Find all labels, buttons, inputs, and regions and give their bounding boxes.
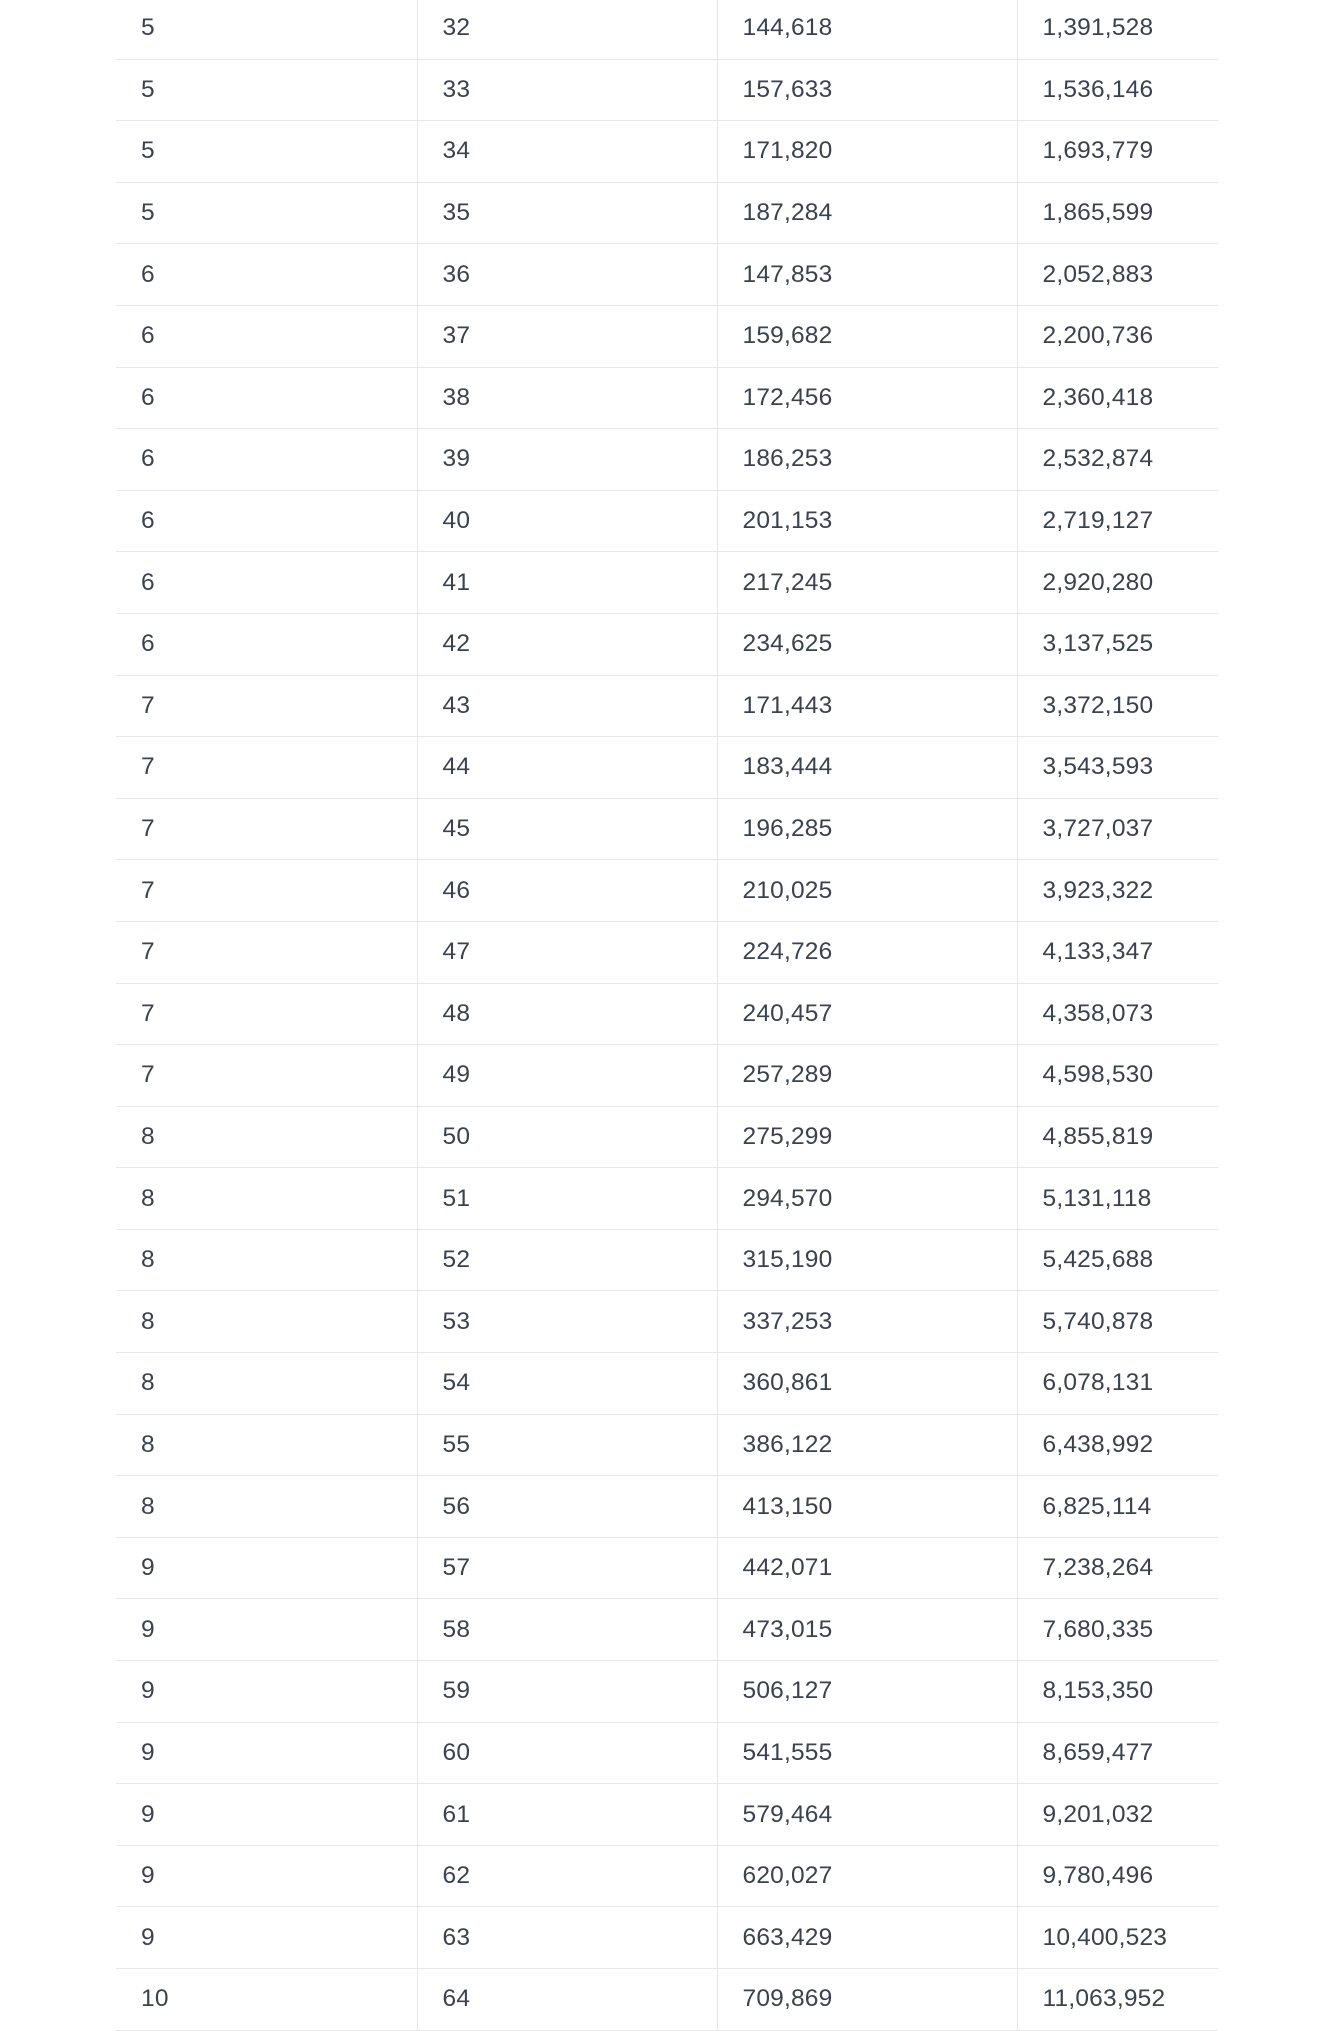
table-cell-col4: 9,780,496 — [1017, 1845, 1218, 1907]
table-cell-col2: 59 — [417, 1661, 717, 1723]
table-cell-col2: 46 — [417, 860, 717, 922]
table-cell-col4: 3,372,150 — [1017, 675, 1218, 737]
table-cell-col2: 42 — [417, 613, 717, 675]
table-cell-col4: 3,137,525 — [1017, 613, 1218, 675]
table-cell-col4: 6,078,131 — [1017, 1353, 1218, 1415]
table-cell-col3: 360,861 — [717, 1353, 1017, 1415]
table-cell-col2: 49 — [417, 1045, 717, 1107]
table-cell-col4: 5,425,688 — [1017, 1229, 1218, 1291]
table-cell-col2: 63 — [417, 1907, 717, 1969]
table-cell-col3: 234,625 — [717, 613, 1017, 675]
table-cell-col1: 9 — [116, 1722, 417, 1784]
table-cell-col1: 6 — [116, 367, 417, 429]
table-cell-col3: 171,443 — [717, 675, 1017, 737]
table-cell-col4: 7,680,335 — [1017, 1599, 1218, 1661]
table-cell-col4: 11,063,952 — [1017, 1969, 1218, 2031]
table-row — [116, 1907, 1218, 1969]
table-row — [116, 121, 1218, 183]
table-cell-col3: 337,253 — [717, 1291, 1017, 1353]
table-cell-col4: 3,543,593 — [1017, 737, 1218, 799]
table-cell-col2: 44 — [417, 737, 717, 799]
table-cell-col3: 663,429 — [717, 1907, 1017, 1969]
table-cell-col1: 7 — [116, 860, 417, 922]
table-cell-col1: 6 — [116, 552, 417, 614]
table-cell-col4: 2,052,883 — [1017, 244, 1218, 306]
table-row — [116, 244, 1218, 306]
table-cell-col1: 10 — [116, 1969, 417, 2031]
table-cell-col4: 4,855,819 — [1017, 1106, 1218, 1168]
table-row — [116, 1969, 1218, 2031]
table-cell-col3: 473,015 — [717, 1599, 1017, 1661]
table-row — [116, 1229, 1218, 1291]
table-cell-col4: 8,153,350 — [1017, 1661, 1218, 1723]
table-cell-col1: 6 — [116, 305, 417, 367]
table-cell-col3: 386,122 — [717, 1414, 1017, 1476]
table-cell-col1: 5 — [116, 121, 417, 183]
table-row — [116, 305, 1218, 367]
table-cell-col3: 315,190 — [717, 1229, 1017, 1291]
table-cell-col2: 38 — [417, 367, 717, 429]
table-cell-col1: 9 — [116, 1661, 417, 1723]
table-row — [116, 1291, 1218, 1353]
table-row — [116, 182, 1218, 244]
table-row — [116, 1476, 1218, 1538]
table-cell-col2: 48 — [417, 983, 717, 1045]
table-cell-col1: 7 — [116, 1045, 417, 1107]
table-cell-col4: 3,727,037 — [1017, 798, 1218, 860]
table-cell-col3: 186,253 — [717, 429, 1017, 491]
table-cell-col4: 2,360,418 — [1017, 367, 1218, 429]
table-cell-col3: 294,570 — [717, 1168, 1017, 1230]
table-row — [116, 1045, 1218, 1107]
table-cell-col1: 5 — [116, 182, 417, 244]
table-row — [116, 490, 1218, 552]
table-cell-col3: 183,444 — [717, 737, 1017, 799]
table-cell-col1: 5 — [116, 0, 417, 59]
table-cell-col1: 9 — [116, 1907, 417, 1969]
table-row — [116, 983, 1218, 1045]
table-cell-col3: 579,464 — [717, 1784, 1017, 1846]
table-row — [116, 1661, 1218, 1723]
data-table-container — [116, 0, 1218, 2031]
table-cell-col2: 43 — [417, 675, 717, 737]
table-cell-col3: 171,820 — [717, 121, 1017, 183]
table-cell-col2: 57 — [417, 1537, 717, 1599]
table-cell-col2: 40 — [417, 490, 717, 552]
table-cell-col2: 37 — [417, 305, 717, 367]
table-cell-col3: 210,025 — [717, 860, 1017, 922]
table-row — [116, 613, 1218, 675]
table-cell-col1: 6 — [116, 429, 417, 491]
table-cell-col2: 50 — [417, 1106, 717, 1168]
table-cell-col3: 413,150 — [717, 1476, 1017, 1538]
table-cell-col3: 224,726 — [717, 921, 1017, 983]
table-cell-col2: 36 — [417, 244, 717, 306]
table-cell-col3: 442,071 — [717, 1537, 1017, 1599]
table-row — [116, 367, 1218, 429]
table-cell-col3: 257,289 — [717, 1045, 1017, 1107]
table-cell-col2: 47 — [417, 921, 717, 983]
table-row — [116, 59, 1218, 121]
table-cell-col1: 8 — [116, 1291, 417, 1353]
table-cell-col1: 8 — [116, 1414, 417, 1476]
table-body — [116, 0, 1218, 2030]
table-cell-col3: 217,245 — [717, 552, 1017, 614]
table-cell-col2: 64 — [417, 1969, 717, 2031]
table-cell-col1: 8 — [116, 1106, 417, 1168]
table-cell-col1: 7 — [116, 737, 417, 799]
table-cell-col2: 58 — [417, 1599, 717, 1661]
table-cell-col3: 620,027 — [717, 1845, 1017, 1907]
table-cell-col2: 39 — [417, 429, 717, 491]
table-cell-col4: 10,400,523 — [1017, 1907, 1218, 1969]
table-cell-col4: 1,391,528 — [1017, 0, 1218, 59]
table-cell-col3: 147,853 — [717, 244, 1017, 306]
table-cell-col3: 541,555 — [717, 1722, 1017, 1784]
table-cell-col3: 157,633 — [717, 59, 1017, 121]
table-cell-col1: 8 — [116, 1476, 417, 1538]
table-cell-col2: 45 — [417, 798, 717, 860]
table-row — [116, 552, 1218, 614]
table-cell-col2: 61 — [417, 1784, 717, 1846]
table-cell-col2: 54 — [417, 1353, 717, 1415]
table-row — [116, 1353, 1218, 1415]
table-cell-col2: 35 — [417, 182, 717, 244]
table-cell-col1: 6 — [116, 613, 417, 675]
table-row — [116, 1537, 1218, 1599]
table-cell-col4: 2,200,736 — [1017, 305, 1218, 367]
table-row — [116, 737, 1218, 799]
table-cell-col1: 8 — [116, 1353, 417, 1415]
table-row — [116, 1106, 1218, 1168]
table-cell-col4: 7,238,264 — [1017, 1537, 1218, 1599]
table-row — [116, 1414, 1218, 1476]
table-cell-col3: 506,127 — [717, 1661, 1017, 1723]
table-row — [116, 798, 1218, 860]
table-row — [116, 429, 1218, 491]
table-cell-col2: 34 — [417, 121, 717, 183]
table-cell-col3: 240,457 — [717, 983, 1017, 1045]
table-cell-col2: 32 — [417, 0, 717, 59]
table-cell-col4: 2,920,280 — [1017, 552, 1218, 614]
table-cell-col3: 709,869 — [717, 1969, 1017, 2031]
table-cell-col4: 1,865,599 — [1017, 182, 1218, 244]
table-cell-col3: 172,456 — [717, 367, 1017, 429]
table-cell-col4: 2,532,874 — [1017, 429, 1218, 491]
table-cell-col1: 8 — [116, 1229, 417, 1291]
table-cell-col4: 1,536,146 — [1017, 59, 1218, 121]
table-cell-col1: 7 — [116, 921, 417, 983]
table-cell-col4: 2,719,127 — [1017, 490, 1218, 552]
table-cell-col4: 1,693,779 — [1017, 121, 1218, 183]
table-cell-col2: 51 — [417, 1168, 717, 1230]
table-cell-col1: 5 — [116, 59, 417, 121]
table-cell-col4: 6,825,114 — [1017, 1476, 1218, 1538]
table-cell-col2: 53 — [417, 1291, 717, 1353]
table-row — [116, 1168, 1218, 1230]
table-row — [116, 1784, 1218, 1846]
table-cell-col4: 9,201,032 — [1017, 1784, 1218, 1846]
table-cell-col1: 9 — [116, 1537, 417, 1599]
data-table — [116, 0, 1218, 2031]
table-row — [116, 1722, 1218, 1784]
table-cell-col2: 56 — [417, 1476, 717, 1538]
table-cell-col4: 8,659,477 — [1017, 1722, 1218, 1784]
table-cell-col4: 5,740,878 — [1017, 1291, 1218, 1353]
table-cell-col2: 55 — [417, 1414, 717, 1476]
table-cell-col3: 201,153 — [717, 490, 1017, 552]
table-row — [116, 860, 1218, 922]
table-cell-col2: 60 — [417, 1722, 717, 1784]
table-cell-col2: 41 — [417, 552, 717, 614]
table-cell-col1: 7 — [116, 983, 417, 1045]
table-row — [116, 1599, 1218, 1661]
table-row — [116, 1845, 1218, 1907]
table-cell-col2: 33 — [417, 59, 717, 121]
table-cell-col1: 9 — [116, 1784, 417, 1846]
table-cell-col2: 62 — [417, 1845, 717, 1907]
table-cell-col3: 275,299 — [717, 1106, 1017, 1168]
table-cell-col4: 4,358,073 — [1017, 983, 1218, 1045]
table-cell-col1: 6 — [116, 244, 417, 306]
table-cell-col1: 7 — [116, 675, 417, 737]
table-cell-col4: 3,923,322 — [1017, 860, 1218, 922]
table-cell-col2: 52 — [417, 1229, 717, 1291]
table-cell-col4: 4,598,530 — [1017, 1045, 1218, 1107]
table-cell-col4: 6,438,992 — [1017, 1414, 1218, 1476]
table-cell-col4: 4,133,347 — [1017, 921, 1218, 983]
table-cell-col3: 159,682 — [717, 305, 1017, 367]
table-cell-col3: 144,618 — [717, 0, 1017, 59]
table-cell-col1: 6 — [116, 490, 417, 552]
table-cell-col1: 7 — [116, 798, 417, 860]
table-row — [116, 0, 1218, 59]
table-cell-col1: 9 — [116, 1599, 417, 1661]
table-row — [116, 921, 1218, 983]
table-cell-col3: 187,284 — [717, 182, 1017, 244]
table-cell-col1: 9 — [116, 1845, 417, 1907]
table-cell-col4: 5,131,118 — [1017, 1168, 1218, 1230]
table-cell-col1: 8 — [116, 1168, 417, 1230]
table-row — [116, 675, 1218, 737]
table-cell-col3: 196,285 — [717, 798, 1017, 860]
